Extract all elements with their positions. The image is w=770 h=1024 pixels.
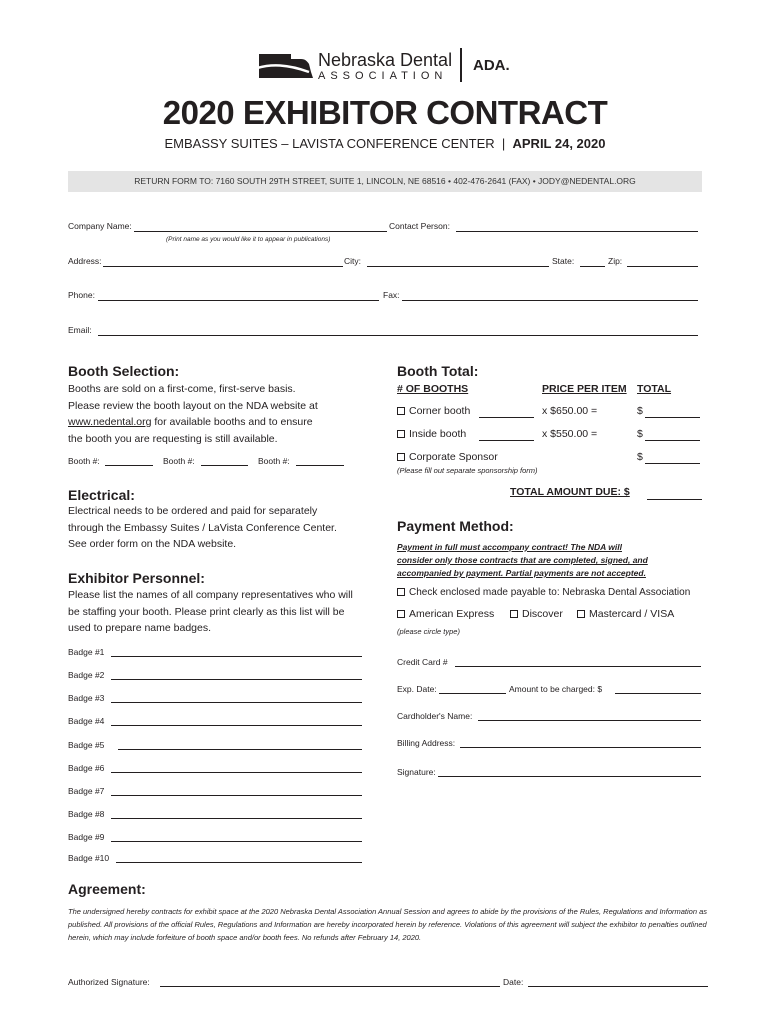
badge-4-field[interactable] xyxy=(111,725,362,726)
billing-address-field[interactable] xyxy=(460,747,701,748)
booth-number-label-3: Booth #: xyxy=(258,456,290,466)
corporate-sponsor-label: Corporate Sponsor xyxy=(409,451,498,463)
authorized-signature-field[interactable] xyxy=(160,986,500,987)
total-amount-due-label: TOTAL AMOUNT DUE: $ xyxy=(510,486,630,498)
company-name-label: Company Name: xyxy=(68,221,132,231)
amount-label: Amount to be charged: $ xyxy=(509,684,603,694)
state-field[interactable] xyxy=(580,266,605,267)
fax-field[interactable] xyxy=(402,300,698,301)
zip-label: Zip: xyxy=(608,256,623,266)
city-label: City: xyxy=(344,256,361,266)
badge-7-label: Badge #7 xyxy=(68,786,105,796)
discover-label: Discover xyxy=(522,608,563,620)
electrical-heading: Electrical: xyxy=(68,487,135,503)
header-logos xyxy=(0,44,770,84)
badge-2-label: Badge #2 xyxy=(68,670,105,680)
badge-8-field[interactable] xyxy=(111,818,362,819)
personnel-text xyxy=(68,587,388,637)
mastercard-visa-option[interactable] xyxy=(577,608,674,620)
amex-label: American Express xyxy=(409,608,495,620)
checkbox-icon[interactable] xyxy=(397,610,405,618)
fax-label: Fax: xyxy=(383,290,400,300)
phone-label: Phone: xyxy=(68,290,95,300)
page-title: 2020 EXHIBITOR CONTRACT xyxy=(162,94,608,131)
personnel-heading: Exhibitor Personnel: xyxy=(68,570,205,586)
payment-note-line: accompanied by payment. Partial payments are not accepted. xyxy=(397,568,646,578)
personnel-line: be staffing your booth. Please print clearly as this list will be xyxy=(68,605,345,618)
col-price: PRICE PER ITEM xyxy=(542,383,627,395)
phone-field[interactable] xyxy=(98,300,379,301)
corner-booth-qty-field[interactable] xyxy=(479,417,534,418)
exp-date-label: Exp. Date: xyxy=(397,684,437,694)
email-field[interactable] xyxy=(98,335,698,336)
billing-address-label: Billing Address: xyxy=(397,738,456,748)
inside-booth-option[interactable] xyxy=(397,428,466,440)
booth-number-label-1: Booth #: xyxy=(68,456,100,466)
logo-divider xyxy=(460,48,462,82)
signature-field[interactable] xyxy=(438,776,701,777)
sponsor-total-field[interactable] xyxy=(645,463,700,464)
discover-option[interactable] xyxy=(510,608,563,620)
inside-booth-total-field[interactable] xyxy=(645,440,700,441)
badge-7-field[interactable] xyxy=(111,795,362,796)
date-label: Date: xyxy=(503,977,524,987)
booth-number-field-2[interactable] xyxy=(201,465,248,466)
badge-2-field[interactable] xyxy=(111,679,362,680)
mastercard-visa-label: Mastercard / VISA xyxy=(589,608,675,620)
booth-text-line xyxy=(68,414,388,431)
amount-field[interactable] xyxy=(615,693,701,694)
credit-card-label: Credit Card # xyxy=(397,657,448,667)
corner-booth-label: Corner booth xyxy=(409,405,471,417)
return-address-bar: RETURN FORM TO: 7160 SOUTH 29TH STREET, SUITE 1, LINCOLN, NE 68516 • 402-476-2641 (FAX) • JODY@NEDENTAL.ORG xyxy=(68,171,702,192)
venue: EMBASSY SUITES – LAVISTA CONFERENCE CENTER xyxy=(164,136,495,151)
contact-person-label: Contact Person: xyxy=(389,221,450,231)
badge-1-field[interactable] xyxy=(111,656,362,657)
checkbox-icon[interactable] xyxy=(397,430,405,438)
total-amount-due-field[interactable] xyxy=(647,499,702,500)
corner-booth-price: x $650.00 = xyxy=(542,405,598,417)
payment-heading: Payment Method: xyxy=(397,518,514,534)
badge-9-label: Badge #9 xyxy=(68,832,105,842)
booth-number-field-1[interactable] xyxy=(105,465,153,466)
booth-text-fragment: for available booths and to ensure xyxy=(151,416,313,428)
city-field[interactable] xyxy=(367,266,549,267)
booth-text-line: the booth you are requesting is still available. xyxy=(68,432,278,445)
corner-booth-total-field[interactable] xyxy=(645,417,700,418)
subtitle-separator: | xyxy=(501,136,506,151)
company-name-field[interactable] xyxy=(134,231,387,232)
payment-note xyxy=(397,541,707,580)
address-label: Address: xyxy=(68,256,102,266)
booth-number-label-2: Booth #: xyxy=(163,456,195,466)
badge-5-label: Badge #5 xyxy=(68,740,105,750)
address-field[interactable] xyxy=(103,266,343,267)
contact-person-field[interactable] xyxy=(456,231,698,232)
org-name: Nebraska Dental xyxy=(318,50,453,70)
zip-field[interactable] xyxy=(627,266,698,267)
nebraska-state-icon xyxy=(257,50,313,80)
booth-number-field-3[interactable] xyxy=(296,465,344,466)
authorized-signature-label: Authorized Signature: xyxy=(68,977,150,987)
ada-logo: ADA. xyxy=(473,57,510,74)
corner-booth-option[interactable] xyxy=(397,405,470,417)
electrical-line: Electrical needs to be ordered and paid for separately xyxy=(68,505,318,517)
booth-text-line: Booths are sold on a first-come, first-serve basis. xyxy=(68,383,296,395)
checkbox-icon[interactable] xyxy=(397,407,405,415)
check-enclosed-option[interactable] xyxy=(397,587,690,598)
personnel-line: Please list the names of all company representatives who will xyxy=(68,589,353,601)
company-name-note: (Print name as you would like it to appear in publications) xyxy=(166,236,331,243)
electrical-line: through the Embassy Suites / LaVista Conference Center. xyxy=(68,521,337,534)
inside-booth-price: x $550.00 = xyxy=(542,428,598,440)
agreement-heading: Agreement: xyxy=(68,881,146,897)
booth-text-line: Please review the booth layout on the NDA website at xyxy=(68,399,318,412)
badge-5-field[interactable] xyxy=(118,749,362,750)
corporate-sponsor-option[interactable] xyxy=(397,451,498,463)
electrical-text xyxy=(68,503,388,553)
corner-booth-total-label: $ xyxy=(637,405,643,417)
electrical-line: See order form on the NDA website. xyxy=(68,538,237,550)
checkbox-icon[interactable] xyxy=(397,588,405,596)
payment-note-line: Payment in full must accompany contract! The NDA will xyxy=(397,542,622,552)
badge-10-label: Badge #10 xyxy=(68,853,110,863)
personnel-line: used to prepare name badges. xyxy=(68,622,212,634)
badge-8-label: Badge #8 xyxy=(68,809,105,819)
booth-selection-heading: Booth Selection: xyxy=(68,363,180,379)
col-num-booths: # OF BOOTHS xyxy=(397,383,469,395)
inside-booth-label: Inside booth xyxy=(409,428,467,440)
exp-date-field[interactable] xyxy=(439,693,506,694)
date-field[interactable] xyxy=(528,986,708,987)
badge-9-field[interactable] xyxy=(111,841,362,842)
signature-label: Signature: xyxy=(397,767,436,777)
nda-website-link[interactable]: www.nedental.org xyxy=(68,416,152,428)
payment-note-line: consider only those contracts that are completed, signed, and xyxy=(397,555,648,565)
col-total: TOTAL xyxy=(637,383,672,395)
org-association: ASSOCIATION xyxy=(318,70,448,82)
checkbox-icon[interactable] xyxy=(510,610,518,618)
sponsor-note: (Please fill out separate sponsorship form) xyxy=(397,466,538,475)
inside-booth-qty-field[interactable] xyxy=(479,440,534,441)
badge-1-label: Badge #1 xyxy=(68,647,105,657)
email-label: Email: xyxy=(68,325,92,335)
amex-option[interactable] xyxy=(397,608,494,620)
cardholder-label: Cardholder's Name: xyxy=(397,711,473,721)
sponsor-total-label: $ xyxy=(637,451,643,463)
badge-10-field[interactable] xyxy=(116,862,362,863)
badge-3-field[interactable] xyxy=(111,702,362,703)
badge-6-field[interactable] xyxy=(111,772,362,773)
booth-selection-text xyxy=(68,381,388,447)
cardholder-field[interactable] xyxy=(478,720,701,721)
badge-6-label: Badge #6 xyxy=(68,763,105,773)
event-date: APRIL 24, 2020 xyxy=(512,136,606,151)
check-enclosed-label: Check enclosed made payable to: Nebraska Dental Association xyxy=(409,587,691,598)
credit-card-field[interactable] xyxy=(455,666,701,667)
page-subtitle xyxy=(0,136,770,151)
checkbox-icon[interactable] xyxy=(577,610,585,618)
inside-booth-total-label: $ xyxy=(637,428,643,440)
badge-4-label: Badge #4 xyxy=(68,716,105,726)
state-label: State: xyxy=(552,256,575,266)
card-type-note: (please circle type) xyxy=(397,627,460,636)
agreement-text: The undersigned hereby contracts for exhibit space at the 2020 Nebraska Dental Association Annual Session and agrees to abide by the provisions of the Rules, Regulations and Information as published. All provisions of the official Rules, Regulations and Information are hereby incorporated herein by reference. Violations of this agreement will subject the exhibitor to penalties outlined herein, which may include forfeiture of booth space and/or booth fees. No refunds after February 14, 2020. xyxy=(68,907,707,942)
badge-3-label: Badge #3 xyxy=(68,693,105,703)
checkbox-icon[interactable] xyxy=(397,453,405,461)
booth-total-heading: Booth Total: xyxy=(397,363,479,379)
